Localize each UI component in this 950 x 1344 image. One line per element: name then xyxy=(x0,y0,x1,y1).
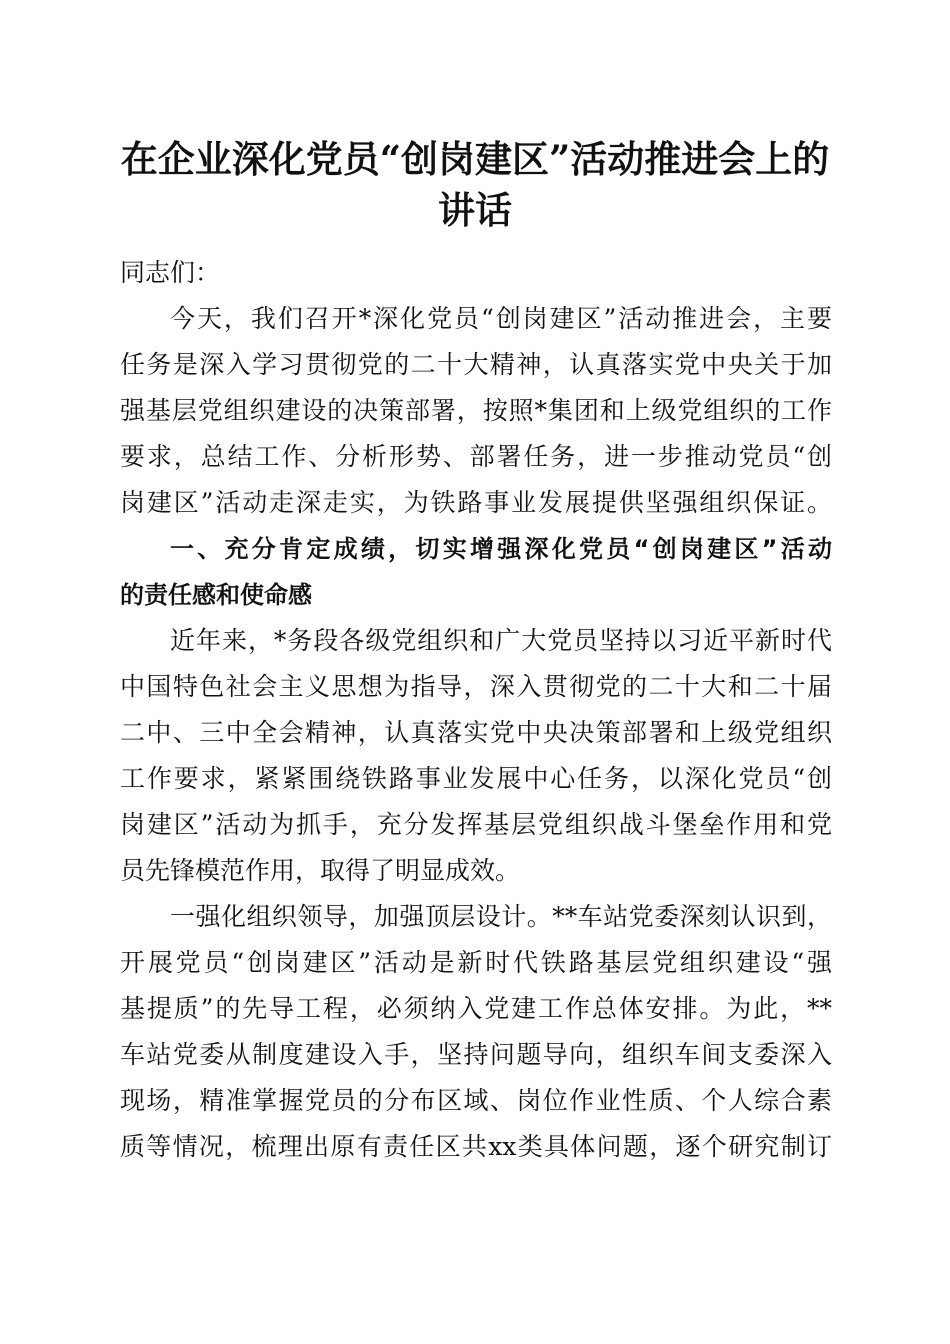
paragraph-line: 车站党委从制度建设入手，坚持问题导向，组织车间支委深入 xyxy=(120,1040,832,1069)
section-heading xyxy=(120,526,832,618)
paragraph-line: 二中、三中全会精神，认真落实党中央决策部署和上级党组织 xyxy=(120,718,832,747)
paragraph-line: 现场，精准掌握党员的分布区域、岗位作业性质、个人综合素 xyxy=(120,1086,832,1115)
paragraph-achievements xyxy=(120,618,832,894)
title-line: 在企业深化党员“创岗建区”活动推进会上的 xyxy=(120,137,830,181)
paragraph-line: 今天，我们召开*深化党员“创岗建区”活动推进会，主要 xyxy=(170,304,832,333)
paragraph-line: 中国特色社会主义思想为指导，深入贯彻党的二十大和二十届 xyxy=(120,672,832,701)
heading-line: 一、充分肯定成绩，切实增强深化党员“创岗建区”活动 xyxy=(170,535,832,563)
paragraph-line: 近年来，*务段各级党组织和广大党员坚持以习近平新时代 xyxy=(170,626,832,655)
paragraph-opening xyxy=(120,296,832,526)
paragraph-line: 岗建区”活动走深走实，为铁路事业发展提供坚强组织保证。 xyxy=(120,488,832,517)
paragraph-line: 基提质”的先导工程，必须纳入党建工作总体安排。为此，** xyxy=(120,994,832,1023)
paragraph-line: 强基层党组织建设的决策部署，按照*集团和上级党组织的工作 xyxy=(120,396,832,425)
paragraph-line: 开展党员“创岗建区”活动是新时代铁路基层党组织建设“强 xyxy=(120,948,832,977)
document-title xyxy=(100,134,850,236)
paragraph-line: 一强化组织领导，加强顶层设计。**车站党委深刻认识到， xyxy=(170,902,832,931)
heading-line: 的责任感和使命感 xyxy=(120,581,312,609)
paragraph-line: 任务是深入学习贯彻党的二十大精神，认真落实党中央关于加 xyxy=(120,350,832,379)
paragraph-line: 要求，总结工作、分析形势、部署任务，进一步推动党员“创 xyxy=(120,442,832,471)
salutation: 同志们： xyxy=(120,258,221,287)
document-body xyxy=(120,250,832,1170)
paragraph-line: 员先锋模范作用，取得了明显成效。 xyxy=(120,856,521,885)
paragraph-line: 岗建区”活动为抓手，充分发挥基层党组织战斗堡垒作用和党 xyxy=(120,810,832,839)
title-line: 讲话 xyxy=(438,188,512,232)
paragraph-line: 工作要求，紧紧围绕铁路事业发展中心任务，以深化党员“创 xyxy=(120,764,832,793)
paragraph-line: 质等情况，梳理出原有责任区共xx类具体问题，逐个研究制订 xyxy=(120,1132,832,1161)
paragraph-organization xyxy=(120,894,832,1170)
